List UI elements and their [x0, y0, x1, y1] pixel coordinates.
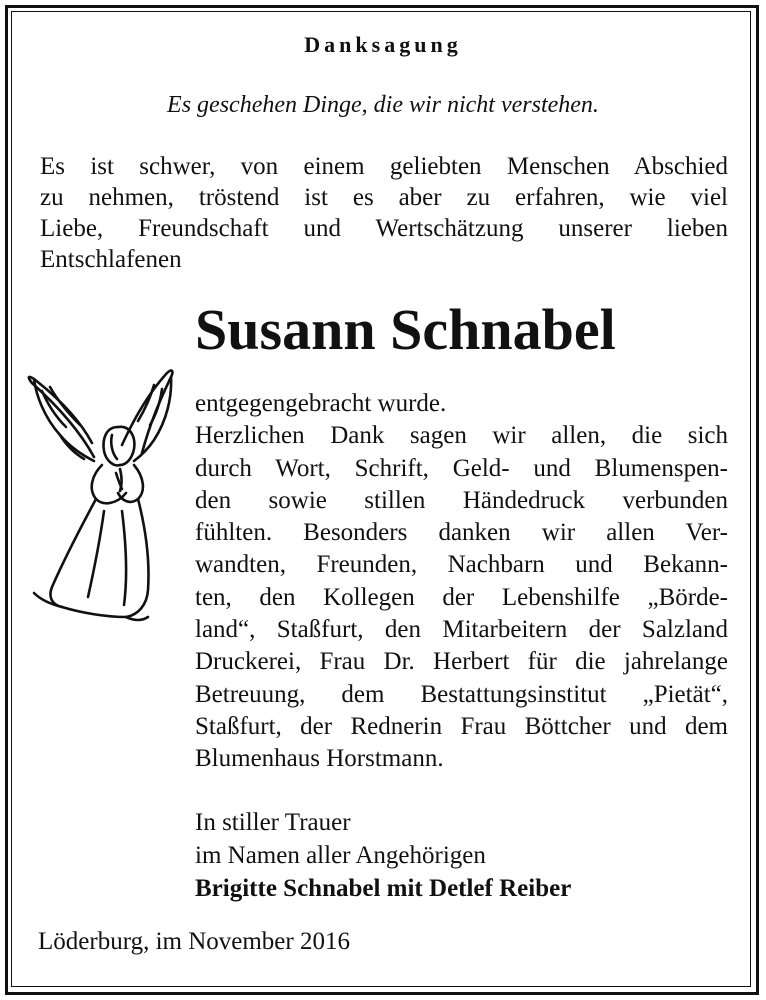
deceased-name: Susann Schnabel [195, 297, 616, 362]
body-line: den sowie stillen Händedruck verbunden [195, 486, 728, 514]
closing-line: In stiller Trauer [195, 809, 351, 836]
body-line: Staßfurt, der Rednerin Frau Böttcher und dem [195, 712, 728, 740]
closing-line: im Namen aller Angehörigen [195, 842, 486, 869]
body-line: ten, den Kollegen der Lebenshilfe „Börde- [195, 583, 728, 611]
closing-block [195, 806, 571, 905]
notice-heading: Danksagung [304, 32, 462, 57]
body-line: Blumenhaus Horstmann. [195, 745, 444, 773]
body-line: Druckerei, Frau Dr. Herbert für die jahrelange [195, 648, 728, 676]
thanks-paragraph [195, 388, 728, 776]
body-line: fühlten. Besonders danken wir allen Ver- [195, 519, 728, 547]
place-date: Löderburg, im November 2016 [38, 928, 350, 955]
body-line: durch Wort, Schrift, Geld- und Blumenspen- [195, 454, 728, 482]
body-line: Betreuung, dem Bestattungsinstitut „Pietät“, [195, 680, 728, 708]
intro-line: Entschlafenen [40, 246, 182, 273]
intro-line: Liebe, Freundschaft und Wertschätzung unserer lieben [40, 215, 728, 242]
intro-paragraph [40, 151, 728, 275]
quote-line: Es geschehen Dinge, die wir nicht verstehen. [167, 92, 599, 118]
praying-angel-icon [22, 365, 182, 627]
body-line: wandten, Freunden, Nachbarn und Bekann- [195, 551, 728, 579]
signer-names: Brigitte Schnabel mit Detlef Reiber [195, 875, 572, 902]
body-line: land“, Staßfurt, den Mitarbeitern der Salzland [195, 616, 728, 644]
body-line: entgegengebracht wurde. [195, 390, 447, 417]
intro-line: Es ist schwer, von einem geliebten Menschen Abschied [40, 153, 728, 180]
body-line: Herzlichen Dank sagen wir allen, die sich [195, 422, 728, 450]
intro-line: zu nehmen, tröstend ist es aber zu erfahren, wie viel [40, 184, 728, 211]
